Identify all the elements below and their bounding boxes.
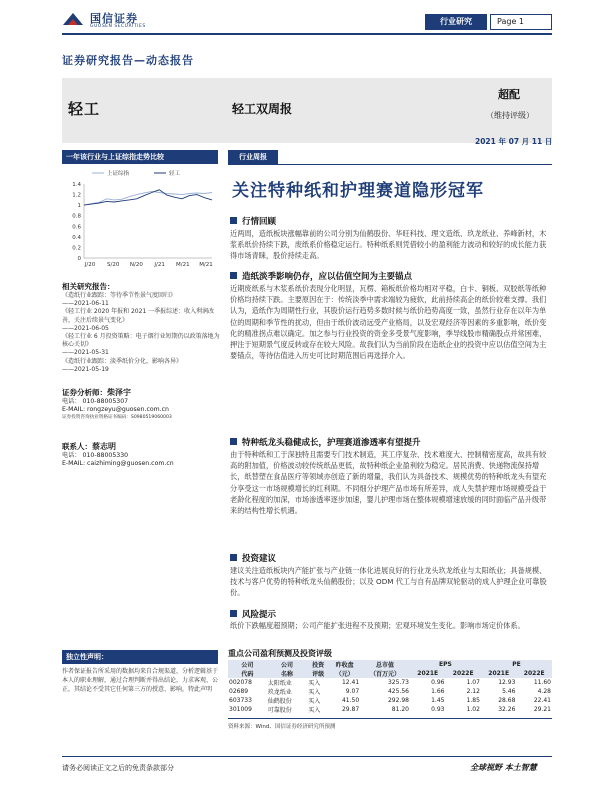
x-tick-label: J/20: [84, 262, 96, 268]
table-row: 301009 可靠股份 买入 29.87 81.20 0.93 1.02 32.26 29.21: [229, 706, 551, 714]
contact-block: 联系人：蔡志明 电话： 010-88005330 E-MAIL: caizhiming@guosen.com.cn: [62, 443, 222, 468]
table-title: 重点公司盈利预测及投资评级: [228, 649, 332, 658]
x-tick-label: S/20: [107, 262, 120, 268]
table-rule: [228, 718, 552, 719]
section-text: 建议关注造纸板块内产能扩张与产业链一体化进展良好的行业龙头玖龙纸业与太阳纸业；具备规模、技术与客户优势的特种纸龙头仙鹤股份；以及 ODM 代工与自有品牌双轮驱动的成人护理企业可靠股份。: [230, 566, 547, 598]
contact-phone: 电话： 010-88005330: [62, 452, 129, 459]
table-row: 02689 玖龙纸业 买入 9.07 425.56 1.66 2.12 5.46 4.28: [229, 688, 551, 696]
bullet-icon: [230, 554, 237, 561]
section-text: 近两周，造纸板块涨幅靠前的公司分别为仙鹤股份、华旺科技、理文造纸、玖龙纸业、养峰新材，木浆系纸价持续下跌，废纸系价格稳定运行。特种纸系则凭借较小的盈利能力波动和较好的成长能力获得市场青睐，股价持续走高。: [230, 229, 547, 261]
chart-heading: 一年该行业与上证综指走势比较: [62, 150, 218, 164]
bullet-icon: [230, 217, 237, 224]
analyst-phone: 电话： 010-88005307: [62, 398, 129, 405]
table-row: 002078 太阳纸业 买入 12.41 325.73 0.96 1.07 12.93 11.60: [229, 679, 551, 687]
analyst-name: 柴泽宇: [107, 388, 131, 397]
title-band: [62, 78, 552, 143]
x-tick-label: J/21: [154, 262, 165, 268]
section-text: 纸价下跌幅度超预期；公司产能扩张进程不及预期；宏观环境发生变化。影响市场定价体系。: [230, 621, 525, 630]
analyst-block: 证券分析师：柴泽宇 电话： 010-88005307 E-MAIL: rongzeyu@guosen.com.cn 证券投资咨询执业资格证书编码：S0980519060003: [62, 389, 222, 422]
section-text: 近期废纸系与木浆系纸价表现分化明显，瓦楞、箱板纸价格均相对平稳，白卡、铜板、双胶纸等纸种价格均持续下跌。主要原因在于：传统淡季中需求端较为疲软，此前持续高企的纸价较难支撑。我们认为，造纸作为周期性行业，其股价运行趋势多数时候与纸价趋势高度一致，虽然行业存在以年为单位的周期和季节性的扰动，但由于纸价波动远受产业格局，以及宏观经济等因素的多重影响，纸价变化的精准拐点难以确定。加之参与行业投资的资金多受景气度影响，季导线股市精确股点并常困难，押注于短期景气度反转或存在较大风险。故我们认为当前阶段在造纸企业的投资中应以估值空间为主要锚点，等待估值进入历史可比时期范围后再选择介入。: [230, 284, 547, 361]
section-title: 风险提示: [230, 608, 550, 620]
report-date: 2021 年 07 月 11 日: [475, 137, 553, 146]
section-title: 投资建议: [230, 552, 550, 564]
related-item[interactable]: 《轻工行业 2020 年报和 2021 一季报综述：收入利润改善，关注后续景气变化》 ——2021-06-05: [62, 308, 215, 332]
section-title: 行情回顾: [230, 215, 550, 227]
y-tick-label: 0.6: [72, 224, 81, 231]
section-rule: [228, 164, 552, 165]
y-tick-label: 0.2: [72, 245, 81, 252]
contact-email[interactable]: E-MAIL: caizhiming@guosen.com.cn: [62, 460, 174, 467]
related-item[interactable]: 《造纸行业跟踪：等待季节性景气度回归》 ——2021-06-11: [62, 292, 177, 308]
logo-english: GUOSEN SECURITIES: [90, 24, 146, 29]
header-tag: 行业研究: [425, 14, 487, 30]
bullet-icon: [230, 272, 237, 279]
section-title: 造纸淡季影响仍存，应以估值空间为主要锚点: [230, 270, 550, 282]
header-rule: [62, 33, 552, 35]
legend-label: 轻工: [169, 171, 181, 177]
bullet-icon: [230, 610, 237, 617]
report-series: 轻工双周报: [232, 102, 293, 116]
y-tick-label: 0: [77, 256, 81, 262]
rating: 超配: [498, 88, 520, 101]
logo-text: 国信证券: [90, 12, 138, 25]
table-row: 603733 仙鹤股份 买入 41.50 292.98 1.45 1.85 28.68 22.41: [229, 697, 551, 705]
disclaimer-text: 作者保证报告所采用的数据均来自合规渠道，分析逻辑基于本人的职业理解，通过合理判断并得出结论，力求客观、公正，其结论不受其它任何第三方的授意、影响，特此声明: [62, 668, 219, 693]
rating-note: （维持评级）: [486, 111, 534, 120]
related-item[interactable]: 《造纸行业跟踪：淡季纸价分化，影响各异》 ——2021-05-19: [62, 357, 183, 373]
y-tick-label: 0.8: [72, 213, 81, 220]
x-tick-label: M/21: [175, 262, 190, 268]
table-header-row: 代码 名称 评级 （元） （百万元） 2021E 2022E 2021E 2022E: [228, 669, 552, 678]
x-tick-label: N/20: [129, 262, 143, 268]
footer-slogan: 全球视野 本土智慧: [470, 763, 537, 772]
related-title: 相关研究报告：: [62, 282, 115, 291]
table-source: 资料来源：Wind、国信证券经济研究所预测: [228, 724, 336, 730]
contact-name: 蔡志明: [92, 442, 116, 451]
related-item[interactable]: 《轻工行业 6 月投资策略：电子烟行业短期仍以政策落地为核心关切》 ——2021-05-31: [62, 333, 220, 357]
x-tick-label: M/21: [199, 262, 213, 268]
analyst-cert: 证券投资咨询执业资格证书编码：S0980519060003: [62, 415, 172, 420]
page-number: Page 1: [490, 14, 552, 30]
guosen-logo-icon: [62, 11, 84, 27]
trend-chart: [62, 166, 218, 276]
legend-label: 上证综指: [107, 171, 130, 177]
report-type: 证券研究报告—动态报告: [62, 54, 194, 67]
industry-name: 轻工: [68, 100, 101, 118]
table-header-row: 公司 公司 投资 昨收盘 总市值 EPS PE: [228, 660, 552, 669]
related-list: [62, 292, 222, 374]
y-tick-label: 0.4: [72, 234, 81, 241]
footer-disclaimer: 请务必阅读正文之后的免责条款部分: [62, 764, 174, 772]
series-line: [84, 191, 212, 205]
bullet-icon: [230, 438, 237, 445]
section-text: 由于特种纸和工于深独特且需要专门技术制造，其工序复杂、技术难度大、控制精密度高，故具有较高的附加值，价格波动较传统纸品更低，故特种纸企业盈利较为稳定。居民消费、快递物流保持增长，纸替塑在食品医疗等领域亦创造了新的增量，我们认为具备技术、规模优势的特种纸龙头有望充分享受这一市场规模增长的红利期。不同细分护理产品市场有所差异，成人失禁护理市场规模受益于老龄化程度的加深，市场渗透率逐步加速，婴儿护理市场在整体规模增速放缓的同时面临产品升级带来的结构性增长机遇。: [230, 450, 547, 516]
disclaimer-heading: 独立性声明：: [62, 650, 218, 664]
forecast-table: [228, 660, 552, 714]
y-tick-label: 1.2: [72, 192, 81, 199]
section-title: 特种纸龙头稳健成长，护理赛道渗透率有望提升: [230, 436, 550, 448]
footer-rule: [62, 756, 552, 757]
section-tag: 行业周报: [228, 150, 278, 164]
y-tick-label: 1: [77, 203, 81, 210]
y-tick-label: 1.4: [72, 182, 81, 188]
page-title: 关注特种纸和护理赛道隐形冠军: [232, 181, 484, 201]
analyst-email[interactable]: E-MAIL: rongzeyu@guosen.com.cn: [62, 406, 169, 413]
